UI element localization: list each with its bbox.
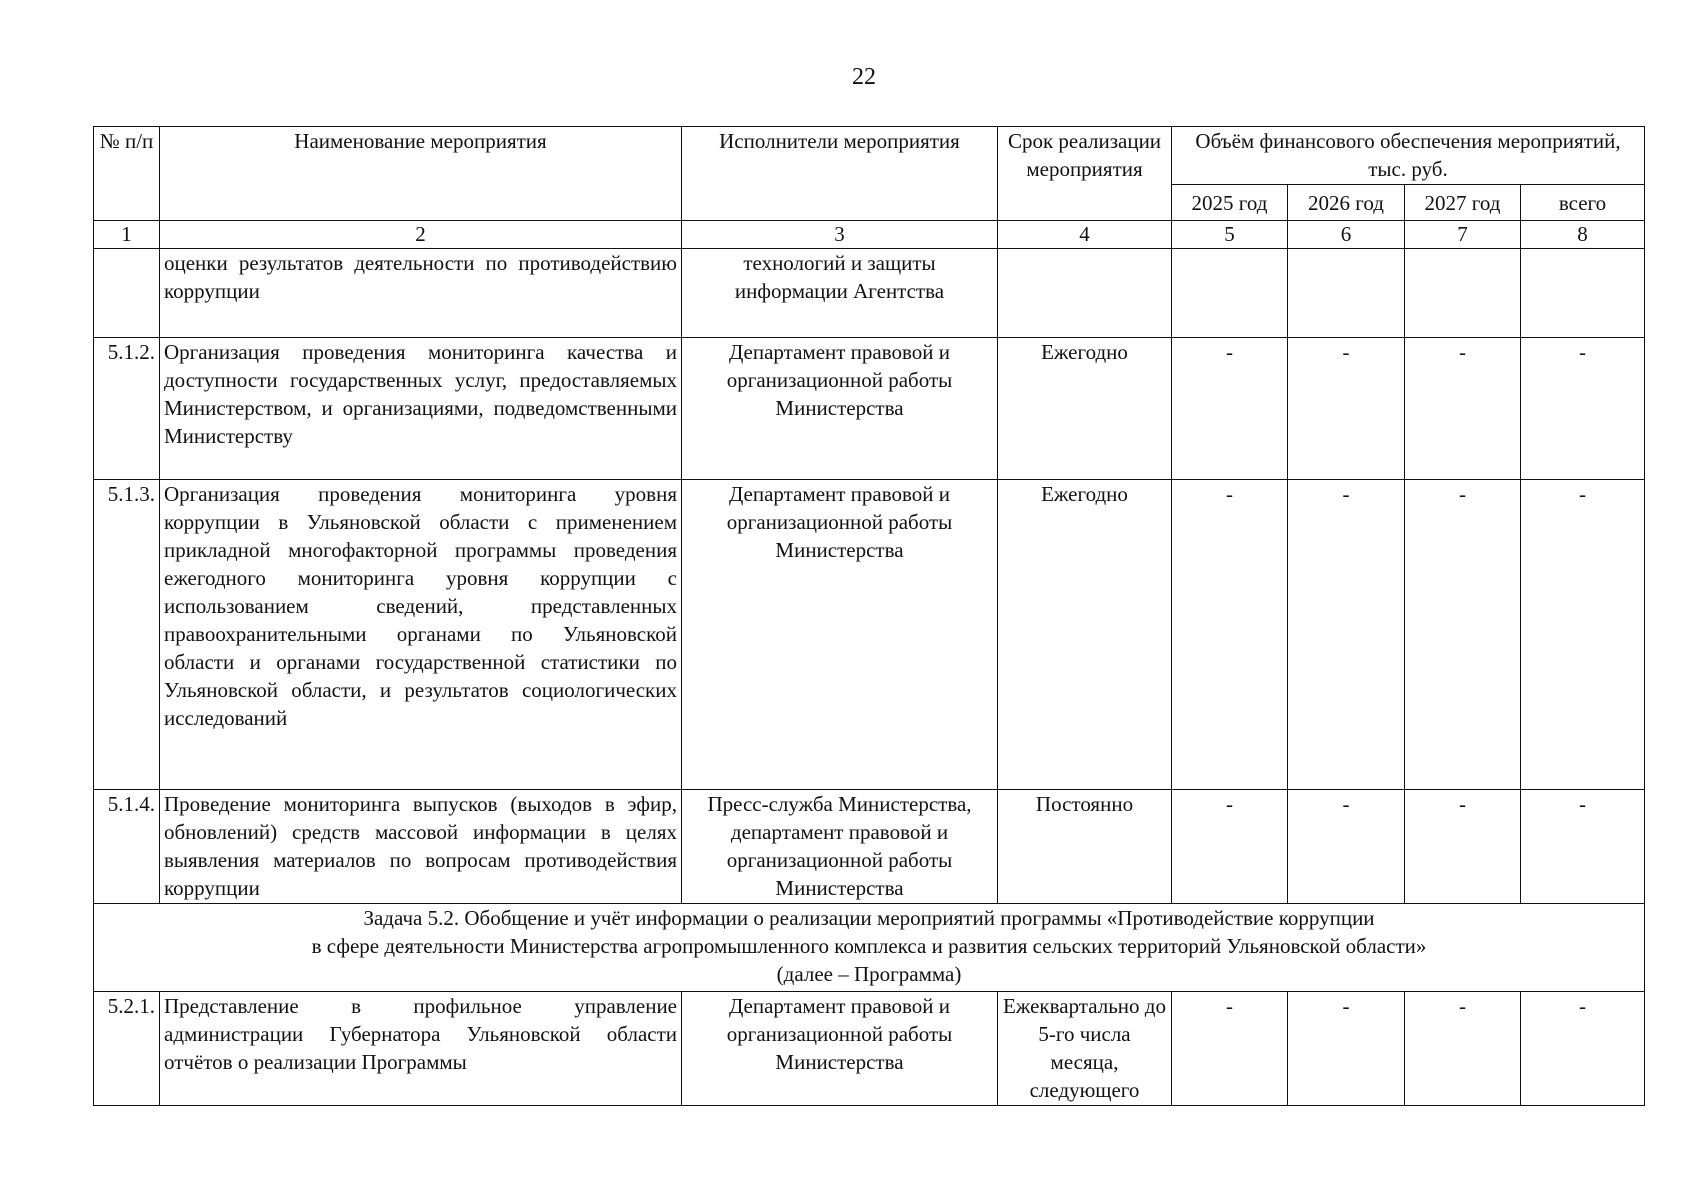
measures-table bbox=[93, 126, 1645, 1106]
row-term: Ежегодно bbox=[998, 338, 1172, 480]
row-number: 5.2.1. bbox=[94, 992, 160, 1106]
row-name: Представление в профильное управление администрации Губернатора Ульяновской области отчётов о реализации Программы bbox=[160, 992, 682, 1106]
row-name: Проведение мониторинга выпусков (выходов в эфир, обновлений) средств массовой информации в целях выявления материалов по вопросам противодействия коррупции bbox=[160, 790, 682, 904]
row-executors: Пресс-служба Министерства, департамент правовой и организационной работы Министерства bbox=[682, 790, 998, 904]
column-number: 6 bbox=[1288, 221, 1405, 249]
row-term: Постоянно bbox=[998, 790, 1172, 904]
row-total: - bbox=[1521, 992, 1645, 1106]
row-2026: - bbox=[1288, 992, 1405, 1106]
table-row bbox=[94, 992, 1645, 1106]
task-line-1: Задача 5.2. Обобщение и учёт информации о реализации мероприятий программы «Противодействие коррупции bbox=[363, 906, 1375, 930]
row-2027: - bbox=[1405, 480, 1521, 790]
row-name: оценки результатов деятельности по противодействию коррупции bbox=[160, 249, 682, 338]
task-line-3: (далее – Программа) bbox=[776, 962, 962, 986]
column-number: 4 bbox=[998, 221, 1172, 249]
row-name: Организация проведения мониторинга качества и доступности государственных услуг, предоставляемых Министерством, и организациями, подведомственными Министерству bbox=[160, 338, 682, 480]
row-2026: - bbox=[1288, 338, 1405, 480]
column-number: 5 bbox=[1172, 221, 1288, 249]
row-executors: Департамент правовой и организационной работы Министерства bbox=[682, 480, 998, 790]
row-term: Ежеквартально до 5-го числа месяца, следующего bbox=[998, 992, 1172, 1106]
row-name: Организация проведения мониторинга уровня коррупции в Ульяновской области с применением прикладной многофакторной программы проведения ежегодного мониторинга уровня коррупции с использованием сведений, представленных правоохранительными органами по Ульяновской области и органами государственной статистики по Ульяновской области, и результатов социологических исследований bbox=[160, 480, 682, 790]
row-2025: - bbox=[1172, 480, 1288, 790]
row-2025: - bbox=[1172, 338, 1288, 480]
header-num: № п/п bbox=[94, 127, 160, 221]
row-2026 bbox=[1288, 249, 1405, 338]
row-2025: - bbox=[1172, 992, 1288, 1106]
row-2026: - bbox=[1288, 790, 1405, 904]
row-executors: Департамент правовой и организационной работы Министерства bbox=[682, 992, 998, 1106]
row-2027: - bbox=[1405, 992, 1521, 1106]
header-finance: Объём финансового обеспечения мероприятий, тыс. руб. bbox=[1172, 127, 1645, 185]
column-number-row bbox=[94, 221, 1645, 249]
header-2027: 2027 год bbox=[1405, 185, 1521, 221]
header-executors: Исполнители мероприятия bbox=[682, 127, 998, 221]
row-2027: - bbox=[1405, 790, 1521, 904]
table-row bbox=[94, 480, 1645, 790]
row-2025 bbox=[1172, 249, 1288, 338]
row-term: Ежегодно bbox=[998, 480, 1172, 790]
row-2027 bbox=[1405, 249, 1521, 338]
row-executors: технологий и защиты информации Агентства bbox=[682, 249, 998, 338]
table-row bbox=[94, 338, 1645, 480]
row-total: - bbox=[1521, 790, 1645, 904]
row-number bbox=[94, 249, 160, 338]
column-number: 1 bbox=[94, 221, 160, 249]
row-total: - bbox=[1521, 338, 1645, 480]
header-total: всего bbox=[1521, 185, 1645, 221]
row-2027: - bbox=[1405, 338, 1521, 480]
row-2026: - bbox=[1288, 480, 1405, 790]
row-executors: Департамент правовой и организационной работы Министерства bbox=[682, 338, 998, 480]
page-number: 22 bbox=[852, 64, 876, 90]
row-term bbox=[998, 249, 1172, 338]
task-heading bbox=[94, 904, 1645, 992]
row-2025: - bbox=[1172, 790, 1288, 904]
row-number: 5.1.3. bbox=[94, 480, 160, 790]
column-number: 3 bbox=[682, 221, 998, 249]
column-number: 8 bbox=[1521, 221, 1645, 249]
row-number: 5.1.2. bbox=[94, 338, 160, 480]
row-total: - bbox=[1521, 480, 1645, 790]
header-row bbox=[94, 127, 1645, 185]
header-2026: 2026 год bbox=[1288, 185, 1405, 221]
column-number: 2 bbox=[160, 221, 682, 249]
task-line-2: в сфере деятельности Министерства агропромышленного комплекса и развития сельских территорий Ульяновской области» bbox=[311, 934, 1427, 958]
row-total bbox=[1521, 249, 1645, 338]
table-row bbox=[94, 249, 1645, 338]
header-term: Срок реализации мероприятия bbox=[998, 127, 1172, 221]
row-number: 5.1.4. bbox=[94, 790, 160, 904]
task-row bbox=[94, 904, 1645, 992]
column-number: 7 bbox=[1405, 221, 1521, 249]
header-name: Наименование мероприятия bbox=[160, 127, 682, 221]
table-row bbox=[94, 790, 1645, 904]
header-2025: 2025 год bbox=[1172, 185, 1288, 221]
